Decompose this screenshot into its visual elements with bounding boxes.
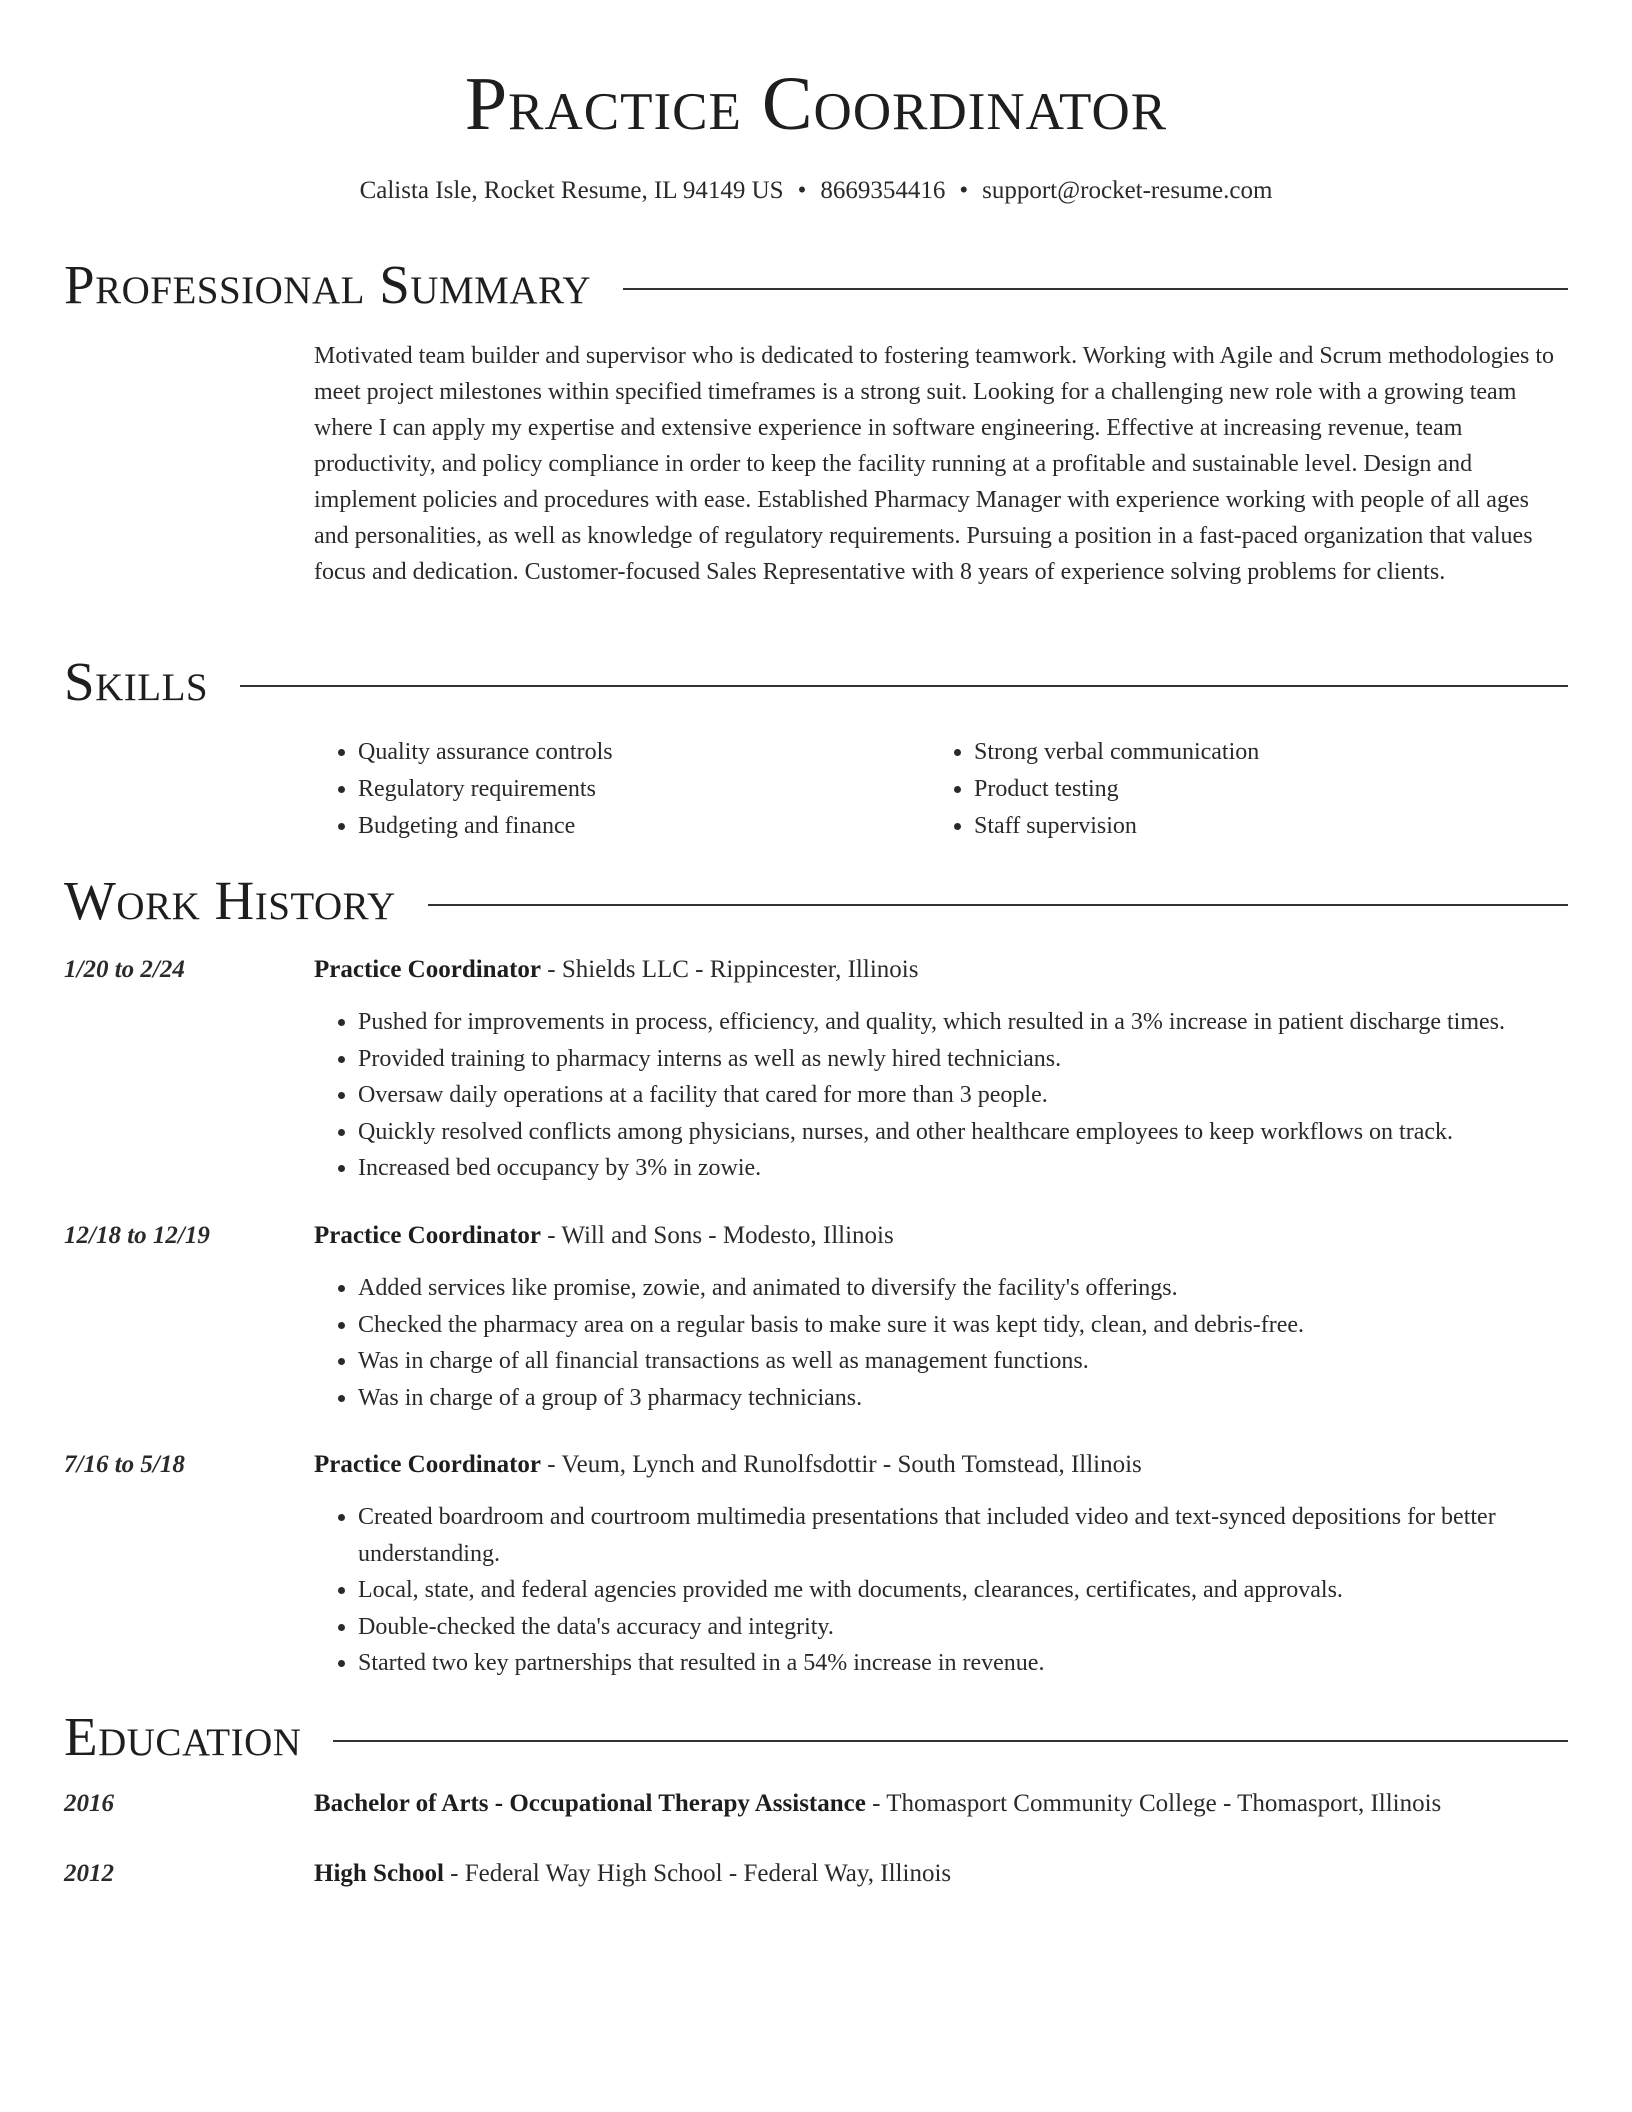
work-employer: - Shields LLC - Rippincester, Illinois <box>541 956 919 983</box>
contact-phone: 8669354416 <box>820 177 946 204</box>
work-bullet: • Double-checked the data's accuracy and integrity. <box>358 1609 1568 1646</box>
section-title-work: Work History <box>64 870 396 931</box>
work-bullet: • Added services like promise, zowie, and animated to diversify the facility's offerings. <box>358 1270 1568 1307</box>
work-bullet: • Oversaw daily operations at a facility that cared for more than 3 people. <box>358 1077 1568 1114</box>
work-bullets <box>314 1270 1568 1416</box>
work-dates: 1/20 to 2/24 <box>64 956 185 983</box>
section-divider <box>623 288 1568 290</box>
section-divider <box>333 1740 1568 1742</box>
skills-column-2 <box>930 734 1259 845</box>
education-year: 2016 <box>64 1790 114 1817</box>
work-employer: - Veum, Lynch and Runolfsdottir - South Tomstead, Illinois <box>541 1451 1142 1478</box>
work-bullets <box>314 1004 1568 1187</box>
skills-section-header <box>64 647 1568 717</box>
section-title-summary: Professional Summary <box>64 254 592 315</box>
section-title-education: Education <box>64 1706 302 1767</box>
work-bullets <box>314 1499 1568 1682</box>
work-bullet: • Quickly resolved conflicts among physicians, nurses, and other healthcare employees to keep workflows on track. <box>358 1114 1568 1151</box>
education-year: 2012 <box>64 1860 114 1887</box>
section-title-skills: Skills <box>64 651 209 712</box>
work-bullet: • Created boardroom and courtroom multimedia presentations that included video and text-synced depositions for better understanding. <box>358 1499 1568 1572</box>
skill-item: • Product testing <box>974 771 1259 808</box>
skill-item: • Budgeting and finance <box>358 808 613 845</box>
work-dates: 7/16 to 5/18 <box>64 1451 185 1478</box>
contact-email: support@rocket-resume.com <box>982 177 1273 204</box>
work-bullet: • Increased bed occupancy by 3% in zowie. <box>358 1150 1568 1187</box>
work-bullet: • Local, state, and federal agencies provided me with documents, clearances, certificates, and approvals. <box>358 1572 1568 1609</box>
work-bullet: • Started two key partnerships that resulted in a 54% increase in revenue. <box>358 1645 1568 1682</box>
work-section-header <box>64 866 1568 936</box>
section-divider <box>428 904 1568 906</box>
skill-item: • Quality assurance controls <box>358 734 613 771</box>
work-title-line <box>314 1218 1568 1254</box>
education-line <box>314 1786 1568 1822</box>
work-bullet: • Checked the pharmacy area on a regular basis to make sure it was kept tidy, clean, and debris-free. <box>358 1307 1568 1344</box>
work-employer: - Will and Sons - Modesto, Illinois <box>541 1222 894 1249</box>
contact-separator: • <box>797 177 807 204</box>
work-dates: 12/18 to 12/19 <box>64 1222 210 1249</box>
skill-item: • Regulatory requirements <box>358 771 613 808</box>
contact-address: Calista Isle, Rocket Resume, IL 94149 US <box>359 177 784 204</box>
contact-separator: • <box>959 177 969 204</box>
work-bullet: • Pushed for improvements in process, efficiency, and quality, which resulted in a 3% increase in patient discharge times. <box>358 1004 1568 1041</box>
skills-column-1 <box>314 734 613 845</box>
work-title-line <box>314 952 1568 988</box>
work-role: Practice Coordinator <box>314 1222 542 1249</box>
skill-item: • Staff supervision <box>974 808 1259 845</box>
education-school: - Federal Way High School - Federal Way, Illinois <box>443 1860 952 1887</box>
work-title-line <box>314 1447 1568 1483</box>
work-role: Practice Coordinator <box>314 1451 542 1478</box>
education-degree: High School <box>314 1860 444 1887</box>
education-line <box>314 1856 1568 1892</box>
work-role: Practice Coordinator <box>314 956 542 983</box>
work-bullet: • Was in charge of a group of 3 pharmacy technicians. <box>358 1380 1568 1417</box>
summary-section-header <box>64 250 1568 320</box>
education-section-header <box>64 1702 1568 1772</box>
work-bullet: • Was in charge of all financial transactions as well as management functions. <box>358 1343 1568 1380</box>
education-degree: Bachelor of Arts - Occupational Therapy Assistance <box>314 1790 866 1817</box>
education-school: - Thomasport Community College - Thomasport, Illinois <box>865 1790 1442 1817</box>
work-bullet: • Provided training to pharmacy interns as well as newly hired technicians. <box>358 1041 1568 1078</box>
contact-line <box>0 174 1632 208</box>
summary-text: Motivated team builder and supervisor who is dedicated to fostering teamwork. Working with Agile and Scrum methodologies to meet project milestones within specified timeframes is a strong suit. Looking for a challenging new role with a growing team where I can apply my expertise and extensive experience in software engineering. Effective at increasing revenue, team productivity, and policy compliance in order to keep the facility running at a profitable and sustainable level. Design and implement policies and procedures with ease. Established Pharmacy Manager with experience working with people of all ages and personalities, as well as knowledge of regulatory requirements. Pursuing a position in a fast-paced organization that values focus and dedication. Customer-focused Sales Representative with 8 years of experience solving problems for clients. <box>314 343 1555 585</box>
section-divider <box>240 685 1568 687</box>
candidate-name: Practice Coordinator <box>464 62 1168 146</box>
skill-item: • Strong verbal communication <box>974 734 1259 771</box>
